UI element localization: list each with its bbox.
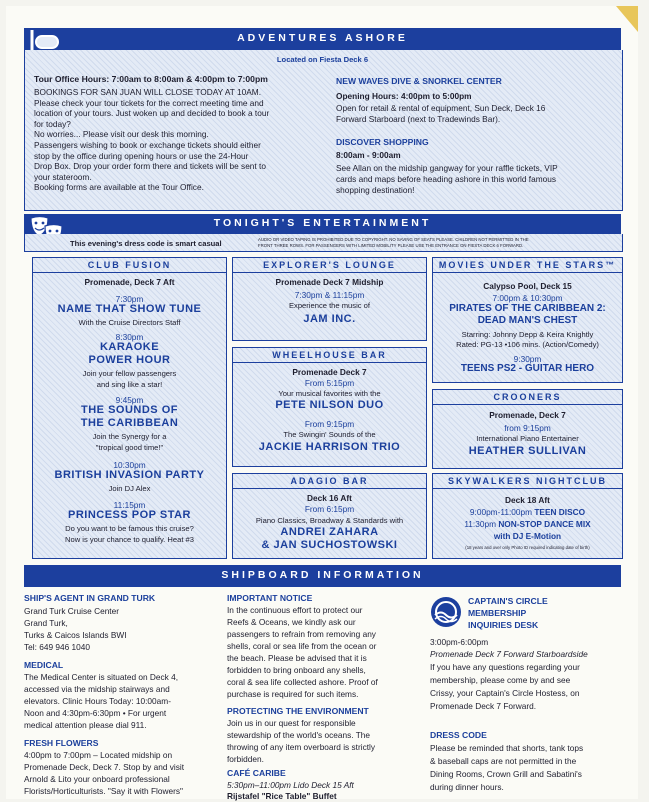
agent-line: Tel: 649 946 1040 <box>24 642 90 652</box>
shopping-title: DISCOVER SHOPPING <box>336 137 429 147</box>
act-description: International Piano Entertainer <box>476 434 579 443</box>
flowers-line: Arnold & Lito your onboard professional <box>24 774 170 784</box>
explorers-lounge-header: EXPLORER'S LOUNGE <box>233 258 426 273</box>
act-name: KARAOKE <box>99 341 160 353</box>
notice-line: forbidden to bring onboard any shells, <box>227 665 366 675</box>
taping-notice-line: FRONT THREE ROWS. FOR PASSENGERS WITH LIMITED MOBILITY PLEASE USE THE ENTRANCE ON FIESTA DECK 6 FORWARD. <box>258 243 524 248</box>
notice-line: Reefs & Oceans, we kindly ask our <box>227 617 356 627</box>
captains-circle-line: membership, please come by and see <box>430 675 571 685</box>
act-name: & JAN SUCHOSTOWSKI <box>261 539 398 551</box>
medical-line: The Medical Center is situated on Deck 4, <box>24 672 179 682</box>
captains-circle-line: If you have any questions regarding your <box>430 662 580 672</box>
show-time: 11:15pm <box>113 500 146 510</box>
club-line <box>433 519 622 530</box>
captains-circle-logo <box>428 596 464 628</box>
act-name: JAM INC. <box>303 313 356 325</box>
tour-line: Drop Box. Drop your order form there and tickets will be sent to <box>34 161 266 172</box>
show-time: 7:00pm & 10:30pm <box>492 293 563 303</box>
environment-line: forbidden. <box>227 754 264 764</box>
dj-name: with DJ E-Motion <box>493 531 562 541</box>
medical-line: accessed via the midship stairways and <box>24 684 170 694</box>
environment-line: throwing of any item overboard is strictly <box>227 742 376 752</box>
notice-line: passengers to refrain from removing any <box>227 629 376 639</box>
act-name: NAME THAT SHOW TUNE <box>57 303 202 315</box>
captains-circle-hours: 3:00pm-6:00pm <box>430 637 489 647</box>
flowers-line: Promenade Deck, Deck 7. Stop by and visit <box>24 762 185 772</box>
adventures-location: Located on Fiesta Deck 6 <box>276 55 369 64</box>
movie-title: PIRATES OF THE CARIBBEAN 2: <box>449 303 606 314</box>
captains-circle-title: MEMBERSHIP <box>468 608 527 618</box>
tour-line: your stateroom. <box>34 171 92 182</box>
adagio-bar-box <box>232 473 427 559</box>
tour-office-hours: Tour Office Hours: 7:00am to 8:00am & 4:00pm to 7:00pm <box>34 74 268 84</box>
entertainment-title: TONIGHT'S ENTERTAINMENT <box>213 217 432 229</box>
captains-circle-line: Crissy, your Captain's Circle Hostess, on <box>430 688 580 698</box>
show-time: 11:30pm <box>464 519 496 529</box>
flowers-line: Florists/Horticulturists. "Say it with Flowers" <box>24 786 183 796</box>
captains-circle-title: CAPTAIN'S CIRCLE <box>468 596 548 606</box>
age-restriction-note: (18 years and over only Photo ID required indicating date of birth) <box>465 545 590 550</box>
environment-line: Join us in our quest for responsible <box>227 718 356 728</box>
tour-line: for today? <box>34 118 71 129</box>
tour-line: Passengers wishing to book or exchange tickets should either <box>34 139 261 150</box>
ships-agent-title: SHIP'S AGENT IN GRAND TURK <box>24 593 156 603</box>
act-description: Now is your chance to qualify. Heat #3 <box>64 535 195 544</box>
show-time: From 6:15pm <box>304 504 355 514</box>
act-description: The Swingin' Sounds of the <box>283 430 376 439</box>
notice-line: coral & sea life collected ashore. Proof of <box>227 677 378 687</box>
venue-location: Promenade, Deck 7 Aft <box>84 277 175 287</box>
act-name: POWER HOUR <box>88 354 171 366</box>
venue-location: Deck 16 Aft <box>307 493 352 503</box>
club-line <box>433 507 622 518</box>
show-time: 7:30pm <box>115 294 144 304</box>
tour-line: stop by the office during opening hours or use the 24-Hour <box>34 150 249 161</box>
act-description: Experience the music of <box>288 301 371 310</box>
agent-line: Grand Turk, <box>24 618 68 628</box>
tour-line: BOOKINGS FOR SAN JUAN WILL CLOSE TODAY AT 10AM. <box>34 87 261 97</box>
show-time: 10:30pm <box>113 460 146 470</box>
act-name: PRINCESS POP STAR <box>67 509 191 521</box>
cafe-caribe-buffet: Rijstafel "Rice Table" Buffet <box>227 791 337 801</box>
shopping-line: shopping destination! <box>336 185 415 195</box>
act-name: TEEN DISCO <box>534 507 586 517</box>
medical-line: Noon and 4:30pm-6:30pm • For urgent <box>24 708 167 718</box>
dive-center-title: NEW WAVES DIVE & SNORKEL CENTER <box>336 76 502 86</box>
agent-line: Grand Turk Cruise Center <box>24 606 119 616</box>
act-description: and sing like a star! <box>96 380 163 389</box>
venue-location: Promenade Deck 7 Midship <box>275 277 384 287</box>
dive-center-hours: Opening Hours: 4:00pm to 5:00pm <box>336 91 472 101</box>
act-description: With the Cruise Directors Staff <box>78 318 181 327</box>
captains-circle-line: Promenade Deck 7 Forward. <box>430 701 537 711</box>
venue-location: Deck 18 Aft <box>505 495 550 505</box>
medical-line: elevators. Clinic Hours Today: 10:00am- <box>24 696 171 706</box>
dress-code-line: & baseball caps are not permitted in the <box>430 756 577 766</box>
club-fusion-header: CLUB FUSION <box>33 258 226 273</box>
show-time: 8:30pm <box>115 332 144 342</box>
fresh-flowers-title: FRESH FLOWERS <box>24 738 99 748</box>
act-description: Join the Synergy for a <box>92 432 167 441</box>
movies-under-the-stars-box <box>432 257 623 383</box>
show-time: From 9:15pm <box>304 419 355 429</box>
notice-line: shells, coral or sea life from the ocean or <box>227 641 377 651</box>
cafe-caribe-hours: 5:30pm–11:00pm Lido Deck 15 Aft <box>227 780 354 790</box>
dress-code-title: DRESS CODE <box>430 730 487 740</box>
shipboard-info-title: SHIPBOARD INFORMATION <box>221 569 424 581</box>
taping-notice-line: AUDIO OR VIDEO TAPING IS PROHIBITED DUE TO COPYRIGHT. NO SAVING OF SEATS PLEASE. CHILDREN NOT PERMITTED IN THE <box>258 237 529 242</box>
environment-title: PROTECTING THE ENVIRONMENT <box>227 706 369 716</box>
act-name: THE CARIBBEAN <box>80 417 179 429</box>
adventures-ashore-title: ADVENTURES ASHORE <box>237 32 408 44</box>
skywalkers-header: SKYWALKERS NIGHTCLUB <box>433 474 622 489</box>
act-name: THE SOUNDS OF <box>81 404 178 416</box>
dive-center-line: Open for retail & rental of equipment, Sun Deck, Deck 16 <box>336 103 546 113</box>
tour-line: location of your tours. Just woken up and decided to book a tour <box>34 108 270 119</box>
notice-line: In the continuous effort to protect our <box>227 605 363 615</box>
captains-circle-location: Promenade Deck 7 Forward Starboardside <box>430 649 588 659</box>
movie-title: DEAD MAN'S CHEST <box>477 315 578 326</box>
act-description: Join your fellow passengers <box>82 369 177 378</box>
act-name: BRITISH INVASION PARTY <box>54 469 205 481</box>
shopping-line: See Allan on the midship gangway for your raffle tickets, VIP <box>336 163 558 173</box>
show-time: 9:30pm <box>513 354 542 364</box>
act-name: TEENS PS2 - GUITAR HERO <box>460 363 595 374</box>
wheelhouse-bar-box <box>232 347 427 467</box>
dress-code-line: during dinner hours. <box>430 782 504 792</box>
show-time: 7:30pm & 11:15pm <box>294 290 365 300</box>
act-name: HEATHER SULLIVAN <box>468 445 587 457</box>
notice-line: the beach. Please be advised that it is <box>227 653 367 663</box>
shopping-line: cards and maps before heading ashore in this world famous <box>336 174 556 184</box>
tour-line: No worries... Please visit our desk this morning. <box>34 129 209 140</box>
crooners-box <box>432 389 623 469</box>
club-fusion-box <box>32 257 227 559</box>
act-description: Piano Classics, Broadway & Standards with <box>255 516 404 525</box>
act-description: Your musical favorites with the <box>278 389 381 398</box>
movies-header: MOVIES UNDER THE STARS™ <box>433 258 622 273</box>
act-name: ANDREI ZAHARA <box>280 526 379 538</box>
act-name: PETE NILSON DUO <box>275 399 384 411</box>
environment-line: stewardship of the world's oceans. The <box>227 730 371 740</box>
act-description: Join DJ Alex <box>108 484 151 493</box>
notice-line: purchase is required for such items. <box>227 689 359 699</box>
dress-code-line: Please be reminded that shorts, tank tops <box>430 743 584 753</box>
venue-location: Promenade, Deck 7 <box>489 410 566 420</box>
shopping-hours: 8:00am - 9:00am <box>336 150 401 160</box>
tour-line: Please check your tour tickets for the correct meeting time and <box>34 97 264 108</box>
tour-line: Booking forms are available at the Tour Office. <box>34 182 204 193</box>
movie-starring: Starring: Johnny Depp & Keira Knightly <box>461 330 594 339</box>
show-time: 9:45pm <box>115 395 144 405</box>
wheelhouse-bar-header: WHEELHOUSE BAR <box>233 348 426 363</box>
dress-code-tonight: This evening's dress code is smart casual <box>70 239 222 248</box>
important-notice-title: IMPORTANT NOTICE <box>227 593 313 603</box>
venue-location: Calypso Pool, Deck 15 <box>483 281 572 291</box>
agent-line: Turks & Caicos Islands BWI <box>24 630 127 640</box>
show-time: 9:00pm-11:00pm <box>469 507 533 517</box>
cafe-caribe-title: CAFÉ CARIBE <box>227 768 286 778</box>
adagio-bar-header: ADAGIO BAR <box>233 474 426 489</box>
crooners-header: CROONERS <box>433 390 622 405</box>
act-description: "tropical good time!" <box>95 443 164 452</box>
explorers-lounge-box <box>232 257 427 341</box>
act-description: Do you want to be famous this cruise? <box>65 524 194 533</box>
movie-rating: Rated: PG-13 •106 mins. (Action/Comedy) <box>456 340 599 349</box>
medical-line: medical attention please dial 911. <box>24 720 147 730</box>
show-time: From 5:15pm <box>304 378 355 388</box>
medical-title: MEDICAL <box>24 660 64 670</box>
flowers-line: 4:00pm to 7:00pm – Located midship on <box>24 750 173 760</box>
dive-center-line: Forward Starboard (next to Tradewinds Bar). <box>336 114 501 124</box>
captains-circle-title: INQUIRIES DESK <box>468 620 539 630</box>
daily-program-page <box>6 6 638 799</box>
act-name: JACKIE HARRISON TRIO <box>258 441 401 453</box>
show-time: from 9:15pm <box>504 423 551 433</box>
act-name: NON-STOP DANCE MIX <box>498 519 591 529</box>
skywalkers-nightclub-box <box>432 473 623 559</box>
venue-location: Promenade Deck 7 <box>292 367 367 377</box>
dress-code-line: Dining Rooms, Crown Grill and Sabatini's <box>430 769 582 779</box>
tour-office-text <box>34 87 334 193</box>
